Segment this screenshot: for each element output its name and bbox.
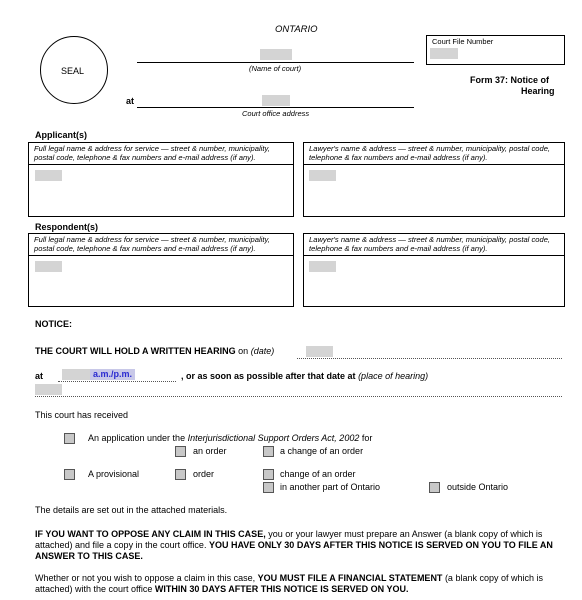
received-intro: This court has received bbox=[35, 410, 129, 420]
at-label: at bbox=[126, 96, 135, 106]
place-hint: (place of hearing) bbox=[358, 371, 429, 381]
name-of-court-caption: (Name of court) bbox=[249, 64, 302, 73]
change-order-checkbox[interactable] bbox=[263, 446, 274, 457]
change-order-label: a change of an order bbox=[280, 446, 364, 456]
form-title-line2: Hearing bbox=[521, 86, 555, 96]
order-label: order bbox=[193, 469, 215, 479]
respondent-lawyer-box bbox=[303, 233, 565, 307]
applicant-field[interactable] bbox=[35, 170, 62, 181]
financial-normal2: (a blank copy of which is attached) with the court office bbox=[35, 573, 543, 594]
hearing-line bbox=[35, 346, 274, 356]
change-of-an-order-checkbox[interactable] bbox=[263, 469, 274, 480]
provisional-label: A provisional bbox=[88, 469, 140, 479]
oppose-bold1: IF YOU WANT TO OPPOSE ANY CLAIM IN THIS CASE, bbox=[35, 529, 266, 539]
details-text: The details are set out in the attached materials. bbox=[35, 505, 228, 515]
court-file-number-box bbox=[426, 35, 565, 65]
oppose-normal1: you or your lawyer must prepare an Answer (a blank copy of which is attached) and file a copy in the court office. bbox=[35, 529, 543, 550]
hearing-on-text: on bbox=[238, 346, 249, 356]
time-at-label: at bbox=[35, 371, 44, 381]
applicant-box bbox=[28, 142, 294, 217]
change-of-an-order-label: change of an order bbox=[280, 469, 356, 479]
applicant-caption: Full legal name & address for service — street & number, municipality, postal code, telephone & fax numbers and e-mail address (if any). bbox=[29, 143, 293, 165]
court-file-number-field[interactable] bbox=[430, 48, 458, 59]
hearing-date-field[interactable] bbox=[306, 346, 333, 357]
seal-label: SEAL bbox=[61, 66, 85, 76]
oppose-bold2: YOU HAVE ONLY 30 DAYS AFTER THIS NOTICE IS SERVED ON YOU TO FILE AN ANSWER TO THIS CASE. bbox=[35, 540, 553, 561]
financial-normal1: Whether or not you wish to oppose a claim in this case, bbox=[35, 573, 258, 583]
hearing-bold-text: THE COURT WILL HOLD A WRITTEN HEARING bbox=[35, 346, 236, 356]
hearing-place-dotline bbox=[35, 396, 562, 397]
act-name: Interjurisdictional Support Orders Act, 2002 bbox=[187, 433, 360, 443]
applicant-lawyer-box bbox=[303, 142, 565, 217]
form-title-line1: Form 37: Notice of bbox=[470, 75, 550, 85]
hearing-place-field[interactable] bbox=[35, 384, 62, 395]
oppose-paragraph bbox=[35, 529, 559, 562]
respondent-lawyer-field[interactable] bbox=[309, 261, 336, 272]
date-hint: (date) bbox=[250, 346, 275, 356]
respondent-lawyer-caption: Lawyer's name & address — street & number, municipality, postal code, telephone & fax numbers and e-mail address (if any). bbox=[304, 234, 564, 256]
hearing-time-dotline bbox=[58, 381, 176, 382]
order-checkbox[interactable] bbox=[175, 469, 186, 480]
in-ontario-checkbox[interactable] bbox=[263, 482, 274, 493]
ampm-field[interactable]: a.m./p.m. bbox=[90, 369, 135, 380]
respondent-box bbox=[28, 233, 294, 307]
applicant-lawyer-field[interactable] bbox=[309, 170, 336, 181]
an-order-checkbox[interactable] bbox=[175, 446, 186, 457]
outside-ontario-label: outside Ontario bbox=[447, 482, 509, 492]
financial-bold2: WITHIN 30 DAYS AFTER THIS NOTICE IS SERVED ON YOU. bbox=[154, 584, 409, 594]
outside-ontario-checkbox[interactable] bbox=[429, 482, 440, 493]
court-office-line bbox=[137, 107, 414, 108]
court-name-line bbox=[137, 62, 414, 63]
court-office-field[interactable] bbox=[262, 95, 290, 106]
court-file-number-label: Court File Number bbox=[432, 37, 494, 46]
application-prefix: An application under the bbox=[88, 433, 188, 443]
court-office-caption: Court office address bbox=[242, 109, 310, 118]
financial-paragraph bbox=[35, 573, 559, 595]
province-heading: ONTARIO bbox=[275, 24, 318, 35]
respondent-caption: Full legal name & address for service — street & number, municipality, postal code, telephone & fax numbers and e-mail address (if any). bbox=[29, 234, 293, 256]
after-time-text bbox=[181, 371, 428, 381]
after-time-label: , or as soon as possible after that date at bbox=[181, 371, 356, 381]
hearing-date-dotline bbox=[297, 358, 562, 359]
financial-bold1: YOU MUST FILE A FINANCIAL STATEMENT bbox=[257, 573, 443, 583]
provisional-checkbox[interactable] bbox=[64, 469, 75, 480]
application-text bbox=[88, 433, 372, 443]
respondents-heading: Respondent(s) bbox=[35, 222, 98, 232]
applicant-lawyer-caption: Lawyer's name & address — street & number, municipality, postal code, telephone & fax numbers and e-mail address (if any). bbox=[304, 143, 564, 165]
application-suffix: for bbox=[359, 433, 373, 443]
court-name-field[interactable] bbox=[260, 49, 292, 60]
application-checkbox[interactable] bbox=[64, 433, 75, 444]
an-order-label: an order bbox=[193, 446, 227, 456]
respondent-field[interactable] bbox=[35, 261, 62, 272]
notice-heading: NOTICE: bbox=[35, 319, 72, 329]
hearing-time-field[interactable] bbox=[62, 369, 90, 380]
in-ontario-label: in another part of Ontario bbox=[280, 482, 381, 492]
applicants-heading: Applicant(s) bbox=[35, 130, 88, 140]
